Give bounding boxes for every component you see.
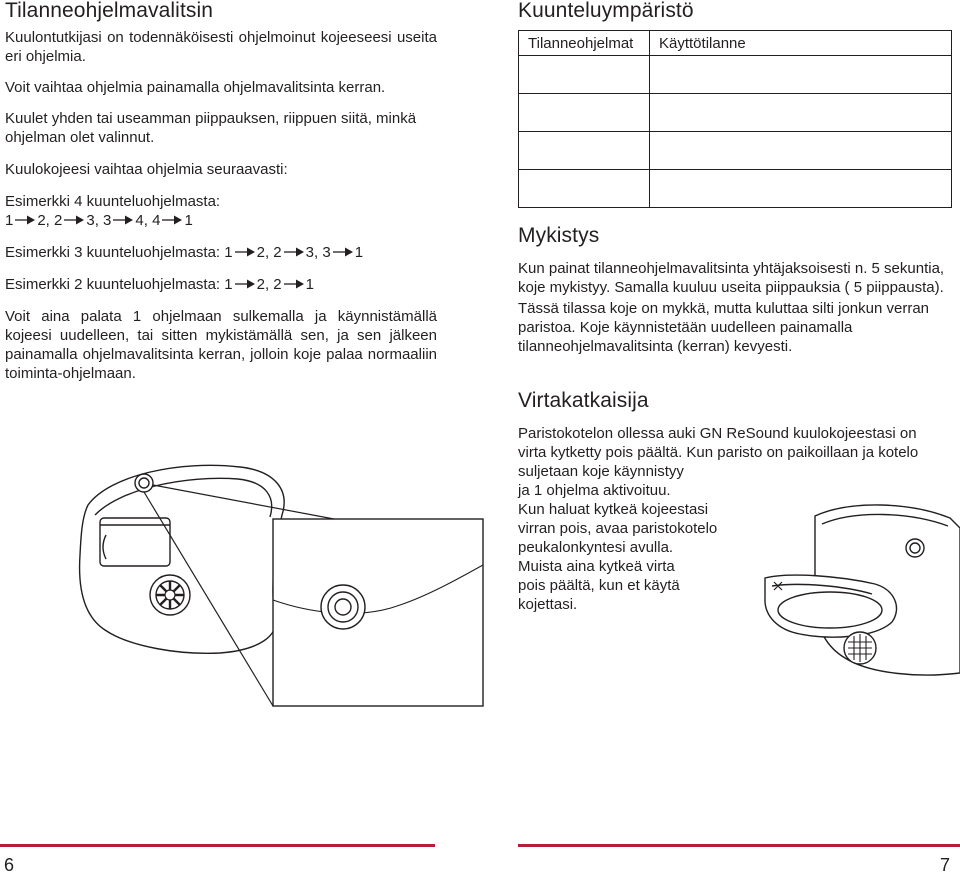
seq-step: 2, 2 [37, 212, 63, 229]
example-2 [5, 275, 437, 294]
environment-heading: Kuunteluympäristö [518, 0, 694, 22]
power-switch-line: kojettasi. [518, 596, 578, 613]
power-switch-line: peukalonkyntesi avulla. [518, 539, 674, 556]
program-selector-heading: Tilanneohjelmavalitsin [5, 0, 214, 22]
button-zoom-box [273, 519, 483, 706]
table-cell[interactable] [650, 94, 952, 132]
seq-step: 4, 4 [135, 212, 161, 229]
hearing-aid-illustration [70, 455, 510, 715]
page-number-left: 6 [4, 855, 15, 875]
program-button [135, 474, 153, 492]
seq-step: 3, 3 [86, 212, 112, 229]
seq-step: 2, 2 [256, 276, 282, 293]
power-switch-line: Paristokotelon ollessa auki GN ReSound kuulokojeestasi on [518, 425, 917, 442]
paragraph-programmed: Kuulontutkijasi on todennäköisesti ohjelmoinut kojeeseesi useita eri ohjelmia. [5, 29, 437, 65]
power-switch-line: suljetaan koje käynnistyy [518, 463, 684, 480]
footer-rule-left [0, 844, 435, 847]
table-cell[interactable] [650, 56, 952, 94]
table-cell[interactable] [519, 132, 650, 170]
example-3-title: Esimerkki 3 kuunteluohjelmasta: [5, 244, 221, 261]
arrow-right-icon [283, 278, 305, 290]
table-cell[interactable] [519, 170, 650, 208]
seq-step: 1 [305, 276, 314, 293]
example-3 [5, 243, 437, 262]
table-row [519, 94, 952, 132]
arrow-right-icon [63, 214, 85, 226]
power-switch-line: Muista aina kytkeä virta [518, 558, 675, 575]
page-number-right: 7 [940, 855, 951, 875]
arrow-right-icon [112, 214, 134, 226]
table-cell[interactable] [519, 94, 650, 132]
table-header-row [519, 31, 952, 56]
seq-step: 1 [224, 276, 233, 293]
seq-step: 2, 2 [256, 244, 282, 261]
example-2-title: Esimerkki 2 kuunteluohjelmasta: [5, 276, 221, 293]
mute-heading: Mykistys [518, 224, 600, 247]
table-cell[interactable] [650, 132, 952, 170]
power-switch-line: pois päältä, kun et käytä [518, 577, 680, 594]
arrow-right-icon [332, 246, 354, 258]
mute-paragraph-2: Tässä tilassa koje on mykkä, mutta kuluttaa silti jonkun verran paristoa. Koje käynnistetään uudelleen painamalla tilanneohjelmavalitsinta (kerran) kevyesti. [518, 300, 930, 355]
mute-paragraph-1: Kun painat tilanneohjelmavalitsinta yhtäjaksoisesti n. 5 sekuntia, koje mykistyy. Samalla kuuluu useita piippauksia ( 5 piippausta). [518, 260, 945, 296]
seq-step: 1 [354, 244, 364, 261]
table-row [519, 132, 952, 170]
left-page [5, 0, 437, 383]
table-cell[interactable] [650, 170, 952, 208]
power-switch-line: ja 1 ohjelma aktivoituu. [518, 482, 671, 499]
arrow-right-icon [234, 278, 256, 290]
table-row [519, 56, 952, 94]
arrow-right-icon [234, 246, 256, 258]
footer-rule-right [518, 844, 960, 847]
example-4-sequence [5, 211, 437, 230]
battery-door-illustration [760, 498, 960, 683]
program-button [906, 539, 924, 557]
paragraph-return-to-program-1: Voit aina palata 1 ohjelmaan sulkemalla ja käynnistämällä kojeesi uudelleen, tai sitten mykistämällä sen, ja sen jälkeen painamalla ohjelmavalitsinta kerran, jolloin koje palaa normaaliin toiminta-ohjelmaan. [5, 308, 437, 382]
paragraph-beeps: Kuulet yhden tai useamman piippauksen, riippuen siitä, minkä ohjelman olet valinnut. [5, 110, 417, 146]
seq-step: 1 [184, 212, 193, 229]
table-cell[interactable] [519, 56, 650, 94]
example-4-title: Esimerkki 4 kuunteluohjelmasta: [5, 193, 221, 210]
hearing-aid-body [80, 465, 285, 653]
power-switch-heading: Virtakatkaisija [518, 389, 649, 412]
paragraph-sequence-intro: Kuulokojeesi vaihtaa ohjelmia seuraavasti: [5, 161, 288, 178]
column-header-usage: Käyttötilanne [650, 31, 952, 56]
seq-step: 1 [5, 212, 14, 229]
power-switch-line: virran pois, avaa paristokotelo [518, 520, 718, 537]
seq-step: 3, 3 [305, 244, 331, 261]
arrow-right-icon [161, 214, 183, 226]
arrow-right-icon [14, 214, 36, 226]
seq-step: 1 [224, 244, 233, 261]
power-switch-line: Kun haluat kytkeä kojeestasi [518, 501, 709, 518]
paragraph-switch-programs: Voit vaihtaa ohjelmia painamalla ohjelmavalitsinta kerran. [5, 79, 386, 96]
environment-table [518, 30, 952, 208]
power-switch-line: virta kytketty pois päältä. Kun paristo on paikoillaan ja kotelo [518, 444, 919, 461]
column-header-programs: Tilanneohjelmat [519, 31, 650, 56]
arrow-right-icon [283, 246, 305, 258]
table-row [519, 170, 952, 208]
